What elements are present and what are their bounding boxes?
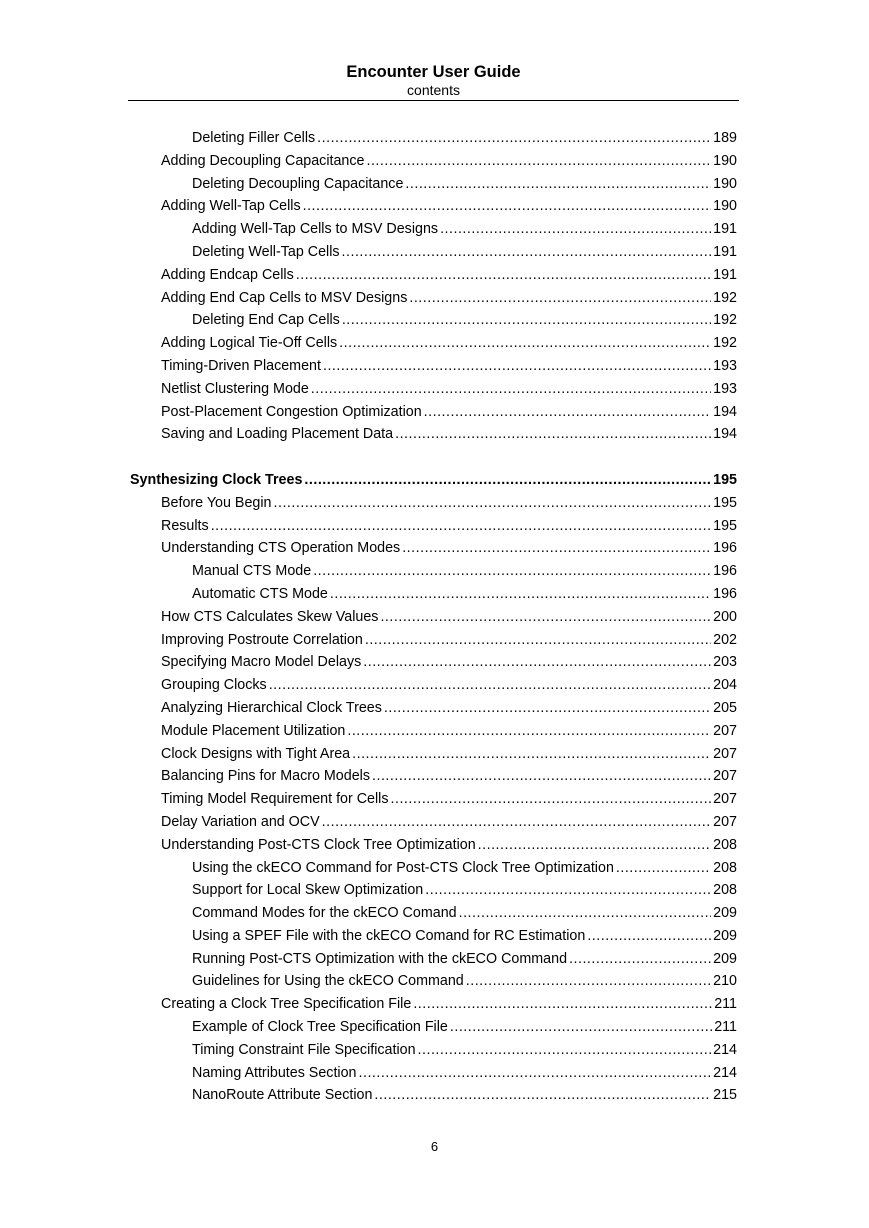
dot-leader [311, 378, 711, 401]
toc-entry[interactable] [130, 401, 737, 424]
toc-entry[interactable] [130, 560, 737, 583]
toc-entry-page: 214 [713, 1041, 737, 1058]
toc-entry-page: 192 [713, 312, 737, 329]
toc-entry-title: Adding Decoupling Capacitance [161, 152, 365, 169]
dot-leader [372, 765, 711, 788]
toc-entry-title: Synthesizing Clock Trees [130, 471, 303, 488]
toc-entry-page: 208 [713, 836, 737, 853]
toc-entry-page: 192 [713, 335, 737, 352]
toc-entry-page: 210 [713, 973, 737, 990]
toc-entry-title: Adding Well-Tap Cells to MSV Designs [192, 221, 439, 238]
toc-entry[interactable] [130, 583, 737, 606]
dot-leader [402, 537, 711, 560]
toc-entry[interactable] [130, 629, 737, 652]
dot-leader [330, 583, 711, 606]
toc-entry[interactable] [130, 811, 737, 834]
toc-entry-page: 190 [713, 175, 737, 192]
toc-entry-page: 193 [713, 380, 737, 397]
toc-entry-page: 207 [713, 813, 737, 830]
toc-entry-title: Guidelines for Using the ckECO Command [192, 973, 464, 990]
toc-entry-page: 194 [713, 403, 737, 420]
dot-leader [347, 720, 711, 743]
toc-entry[interactable] [130, 287, 737, 310]
toc-entry[interactable] [130, 993, 737, 1016]
toc-entry-page: 209 [713, 927, 737, 944]
toc-entry-title: Deleting Well-Tap Cells [192, 243, 340, 260]
toc-entry-page: 211 [714, 996, 737, 1013]
toc-entry-title: Adding Logical Tie-Off Cells [161, 335, 338, 352]
toc-entry-title: How CTS Calculates Skew Values [161, 608, 379, 625]
dot-leader [342, 309, 711, 332]
toc-entry-title: Command Modes for the ckECO Comand [192, 905, 457, 922]
dot-leader [339, 332, 711, 355]
dot-leader [384, 697, 711, 720]
dot-leader [313, 560, 711, 583]
table-of-contents [130, 127, 737, 1107]
toc-entry-title: Support for Local Skew Optimization [192, 882, 424, 899]
toc-chapter-entry[interactable] [130, 469, 737, 492]
dot-leader [374, 1084, 711, 1107]
toc-entry-title: NanoRoute Attribute Section [192, 1087, 373, 1104]
dot-leader [363, 651, 711, 674]
dot-leader [391, 788, 712, 811]
toc-entry-page: 196 [713, 585, 737, 602]
toc-entry[interactable] [130, 788, 737, 811]
dot-leader [587, 925, 711, 948]
toc-entry-title: Automatic CTS Mode [192, 585, 328, 602]
dot-leader [450, 1016, 712, 1039]
toc-entry[interactable] [130, 697, 737, 720]
toc-entry-title: Timing-Driven Placement [161, 357, 321, 374]
toc-entry-title: Saving and Loading Placement Data [161, 426, 394, 443]
toc-entry-page: 215 [713, 1087, 737, 1104]
toc-entry[interactable] [130, 537, 737, 560]
toc-entry[interactable] [130, 218, 737, 241]
dot-leader [395, 423, 711, 446]
dot-leader [269, 674, 711, 697]
toc-entry-title: Understanding Post-CTS Clock Tree Optimization [161, 836, 476, 853]
dot-leader [466, 970, 711, 993]
toc-entry-title: Creating a Clock Tree Specification File [161, 996, 412, 1013]
toc-entry-title: Results [161, 517, 209, 534]
page-number: 6 [430, 1139, 439, 1154]
toc-entry-title: Netlist Clustering Mode [161, 380, 309, 397]
toc-entry[interactable] [130, 1084, 737, 1107]
toc-entry-page: 207 [713, 745, 737, 762]
dot-leader [317, 127, 711, 150]
toc-entry-page: 195 [713, 517, 737, 534]
toc-entry-title: Deleting End Cap Cells [192, 312, 340, 329]
toc-entry-title: Module Placement Utilization [161, 722, 346, 739]
toc-entry-page: 196 [713, 540, 737, 557]
dot-leader [413, 993, 712, 1016]
toc-entry-page: 205 [713, 699, 737, 716]
toc-entry-page: 209 [713, 905, 737, 922]
page-header [128, 62, 739, 99]
toc-entry-title: Adding End Cap Cells to MSV Designs [161, 289, 408, 306]
toc-entry-title: Post-Placement Congestion Optimization [161, 403, 422, 420]
dot-leader [418, 1039, 712, 1062]
toc-entry-title: Before You Begin [161, 494, 272, 511]
toc-entry[interactable] [130, 378, 737, 401]
toc-entry-page: 191 [713, 221, 737, 238]
toc-entry-page: 195 [713, 494, 737, 511]
toc-entry-title: Specifying Macro Model Delays [161, 654, 362, 671]
toc-entry[interactable] [130, 515, 737, 538]
toc-entry[interactable] [130, 332, 737, 355]
toc-entry[interactable] [130, 720, 737, 743]
toc-entry-page: 195 [713, 471, 737, 488]
toc-entry-title: Adding Endcap Cells [161, 266, 294, 283]
toc-entry[interactable] [130, 765, 737, 788]
toc-entry-page: 191 [713, 266, 737, 283]
toc-entry-title: Balancing Pins for Macro Models [161, 768, 370, 785]
toc-entry-title: Timing Constraint File Specification [192, 1041, 416, 1058]
toc-entry-title: Using a SPEF File with the ckECO Comand for RC Estimation [192, 927, 586, 944]
toc-entry-title: Deleting Decoupling Capacitance [192, 175, 404, 192]
toc-entry[interactable] [130, 879, 737, 902]
toc-entry[interactable] [130, 1039, 737, 1062]
toc-entry[interactable] [130, 241, 737, 264]
document-title: Encounter User Guide [346, 63, 521, 81]
dot-leader [352, 743, 711, 766]
toc-entry[interactable] [130, 743, 737, 766]
toc-entry-page: 207 [713, 768, 737, 785]
dot-leader [296, 264, 711, 287]
toc-entry[interactable] [130, 173, 737, 196]
toc-entry-title: Running Post-CTS Optimization with the ckECO Command [192, 950, 568, 967]
toc-entry[interactable] [130, 902, 737, 925]
toc-entry[interactable] [130, 674, 737, 697]
dot-leader [616, 857, 711, 880]
toc-entry-title: Clock Designs with Tight Area [161, 745, 351, 762]
toc-entry[interactable] [130, 150, 737, 173]
toc-entry-page: 192 [713, 289, 737, 306]
toc-entry[interactable] [130, 651, 737, 674]
dot-leader [274, 492, 712, 515]
toc-entry-page: 200 [713, 608, 737, 625]
dot-leader [405, 173, 711, 196]
toc-entry[interactable] [130, 423, 737, 446]
toc-entry-title: Improving Postroute Correlation [161, 631, 363, 648]
toc-entry-title: Delay Variation and OCV [161, 813, 320, 830]
section-subtitle: contents [407, 82, 460, 98]
toc-entry[interactable] [130, 857, 737, 880]
dot-leader [303, 195, 712, 218]
toc-entry[interactable] [130, 948, 737, 971]
toc-entry[interactable] [130, 309, 737, 332]
toc-entry[interactable] [130, 355, 737, 378]
dot-leader [424, 401, 711, 424]
toc-entry-title: Timing Model Requirement for Cells [161, 791, 389, 808]
toc-entry[interactable] [130, 1016, 737, 1039]
dot-leader [323, 355, 711, 378]
toc-entry-page: 194 [713, 426, 737, 443]
dot-leader [322, 811, 711, 834]
dot-leader [304, 469, 711, 492]
header-divider [128, 100, 739, 101]
toc-entry-title: Naming Attributes Section [192, 1064, 357, 1081]
toc-entry-page: 193 [713, 357, 737, 374]
dot-leader [459, 902, 712, 925]
toc-entry-page: 189 [713, 130, 737, 146]
toc-entry-page: 203 [713, 654, 737, 671]
toc-entry[interactable] [130, 1062, 737, 1085]
toc-entry-page: 207 [713, 791, 737, 808]
toc-entry[interactable] [130, 970, 737, 993]
dot-leader [342, 241, 712, 264]
dot-leader [211, 515, 711, 538]
toc-entry-title: Deleting Filler Cells [192, 130, 316, 146]
toc-entry-page: 204 [713, 677, 737, 694]
toc-entry[interactable] [130, 606, 737, 629]
dot-leader [569, 948, 711, 971]
toc-entry-title: Analyzing Hierarchical Clock Trees [161, 699, 382, 716]
toc-entry-title: Manual CTS Mode [192, 563, 312, 580]
toc-entry-title: Example of Clock Tree Specification File [192, 1019, 448, 1036]
toc-entry-page: 191 [713, 243, 737, 260]
dot-leader [478, 834, 711, 857]
toc-entry-page: 190 [713, 198, 737, 215]
toc-entry-page: 207 [713, 722, 737, 739]
toc-entry-page: 208 [713, 859, 737, 876]
toc-entry-page: 208 [713, 882, 737, 899]
toc-entry[interactable] [130, 195, 737, 218]
toc-entry-page: 211 [714, 1019, 737, 1036]
toc-entry-page: 214 [713, 1064, 737, 1081]
toc-entry[interactable] [130, 925, 737, 948]
dot-leader [365, 629, 711, 652]
toc-entry-title: Adding Well-Tap Cells [161, 198, 301, 215]
toc-entry-title: Understanding CTS Operation Modes [161, 540, 401, 557]
toc-entry[interactable] [130, 264, 737, 287]
toc-entry-page: 190 [713, 152, 737, 169]
toc-entry-page: 202 [713, 631, 737, 648]
toc-entry[interactable] [130, 492, 737, 515]
toc-entry-title: Grouping Clocks [161, 677, 267, 694]
dot-leader [359, 1062, 712, 1085]
dot-leader [366, 150, 711, 173]
toc-entry[interactable] [130, 127, 737, 150]
toc-entry-title: Using the ckECO Command for Post-CTS Clock Tree Optimization [192, 859, 614, 876]
dot-leader [409, 287, 711, 310]
toc-entry-page: 209 [713, 950, 737, 967]
toc-entry-page: 196 [713, 563, 737, 580]
toc-entry[interactable] [130, 834, 737, 857]
dot-leader [380, 606, 711, 629]
dot-leader [440, 218, 711, 241]
dot-leader [425, 879, 711, 902]
